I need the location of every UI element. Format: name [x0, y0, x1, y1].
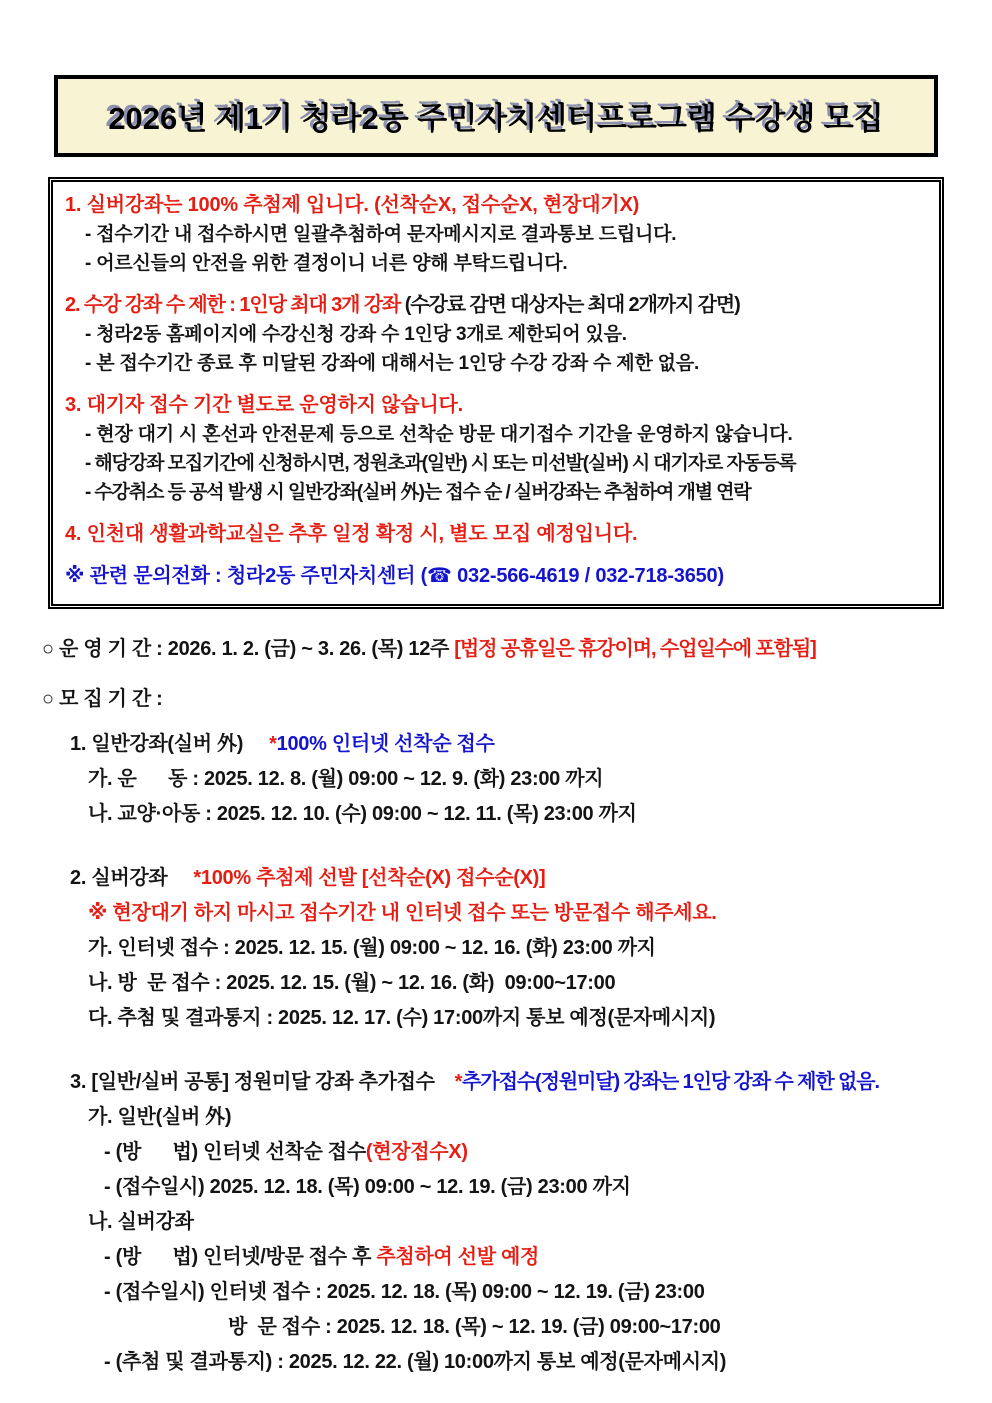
recruit-general-note: 100% 인터넷 선착순 접수	[276, 733, 495, 755]
recruit-general-line2: 나. 교양·아동 : 2025. 12. 10. (수) 09:00 ~ 12. 11. (목) 23:00 까지	[88, 803, 637, 825]
document-title: 2026년 제1기 청라2동 주민자치센터프로그램 수강생 모집	[108, 101, 884, 136]
recruit-silver-line1: 가. 인터넷 접수 : 2025. 12. 15. (월) 09:00 ~ 12. 16. (화) 23:00 까지	[88, 937, 656, 959]
notice-item3-sub3: - 수강취소 등 공석 발생 시 일반강좌(실버 外)는 접수 순 / 실버강좌는 추첨하여 개별 연락	[85, 482, 751, 503]
recruit-extra-silver-result: - (추첨 및 결과통지) : 2025. 12. 22. (월) 10:00까지 통보 예정(문자메시지)	[104, 1351, 727, 1373]
notice-item2-sub1: - 청라2동 홈페이지에 수강신청 강좌 수 1인당 3개로 제한되어 있음.	[85, 324, 627, 345]
notice-item3-sub1: - 현장 대기 시 혼선과 안전문제 등으로 선착순 방문 대기접수 기간을 운영하지 않습니다.	[85, 424, 793, 445]
operation-period-label: ○ 운 영 기 간 : 2026. 1. 2. (금) ~ 3. 26. (목) 12주	[42, 638, 455, 660]
notice-contact-line: ※ 관련 문의전화 : 청라2동 주민자치센터 (☎ 032-566-4619 / 032-718-3650)	[65, 565, 724, 587]
recruit-extra-silver-method-red: 추첨하여 선발 예정	[376, 1246, 540, 1268]
notice-item2-heading	[65, 291, 927, 320]
recruit-extra-silver-date2: 방 문 접수 : 2025. 12. 18. (목) ~ 12. 19. (금) 09:00~17:00	[228, 1316, 721, 1338]
recruit-extra-heading	[42, 1065, 952, 1100]
operation-period-note: [법정 공휴일은 휴강이며, 수업일수에 포함됨]	[454, 638, 816, 660]
title-banner	[54, 75, 938, 157]
notice-item2-sub2: - 본 접수기간 종료 후 미달된 강좌에 대해서는 1인당 수강 강좌 수 제한 없음.	[85, 353, 700, 374]
notice-item1-heading: 1. 실버강좌는 100% 추첨제 입니다. (선착순X, 접수순X, 현장대기X)	[65, 194, 640, 216]
notice-item4-heading: 4. 인천대 생활과학교실은 추후 일정 확정 시, 별도 모집 예정입니다.	[65, 523, 638, 545]
recruit-period-label: ○ 모 집 기 간 :	[42, 688, 163, 710]
notice-item3-heading: 3. 대기자 접수 기간 별도로 운영하지 않습니다.	[65, 394, 463, 416]
operation-period-line	[42, 632, 952, 667]
recruit-general-head: 1. 일반강좌(실버 外)	[70, 733, 244, 755]
recruit-extra-silver-head: 나. 실버강좌	[88, 1211, 194, 1233]
notice-item2-heading-black: (수강료 감면 대상자는 최대 2개까지 감면)	[404, 294, 740, 316]
recruit-extra-silver-date1: - (접수일시) 인터넷 접수 : 2025. 12. 18. (목) 09:00 ~ 12. 19. (금) 23:00	[104, 1281, 705, 1303]
document-body	[40, 632, 952, 1380]
recruit-silver-line2: 나. 방 문 접수 : 2025. 12. 15. (월) ~ 12. 16. (화) 09:00~17:00	[88, 972, 616, 994]
recruit-silver-note: *100% 추첨제 선발 [선착순(X) 접수순(X)]	[193, 867, 546, 889]
recruit-general-heading	[42, 727, 952, 762]
recruit-extra-silver-method	[42, 1240, 952, 1275]
recruit-extra-general-method-red: (현장접수X)	[365, 1141, 468, 1163]
notice-item3-sub2: - 해당강좌 모집기간에 신청하시면, 정원초과(일반) 시 또는 미선발(실버) 시 대기자로 자동등록	[85, 453, 796, 474]
notice-item2-heading-red: 2. 수강 강좌 수 제한 : 1인당 최대 3개 강좌	[65, 294, 405, 316]
recruit-silver-head: 2. 실버강좌	[70, 867, 168, 889]
notice-item1-sub2: - 어르신들의 안전을 위한 결정이니 너른 양해 부탁드립니다.	[85, 253, 568, 274]
recruit-extra-star: *	[454, 1071, 463, 1093]
recruit-extra-general-date: - (접수일시) 2025. 12. 18. (목) 09:00 ~ 12. 19. (금) 23:00 까지	[104, 1176, 631, 1198]
recruit-extra-general-head: 가. 일반(실버 外)	[88, 1106, 232, 1128]
recruit-silver-line3: 다. 추첨 및 결과통지 : 2025. 12. 17. (수) 17:00까지 통보 예정(문자메시지)	[88, 1007, 716, 1029]
recruit-silver-warning: ※ 현장대기 하지 마시고 접수기간 내 인터넷 접수 또는 방문접수 해주세요.	[88, 902, 717, 924]
recruit-silver-heading	[42, 861, 952, 896]
recruit-extra-head: 3. [일반/실버 공통] 정원미달 강좌 추가접수	[70, 1071, 435, 1093]
recruit-extra-note: 추가접수(정원미달) 강좌는 1인당 강좌 수 제한 없음.	[462, 1071, 879, 1093]
recruit-general-star: *	[269, 733, 277, 755]
notice-item1-sub1: - 접수기간 내 접수하시면 일괄추첨하여 문자메시지로 결과통보 드립니다.	[85, 224, 677, 245]
recruit-extra-general-method-black: - (방 법) 인터넷 선착순 접수	[104, 1141, 366, 1163]
recruit-general-line1: 가. 운 동 : 2025. 12. 8. (월) 09:00 ~ 12. 9. (화) 23:00 까지	[88, 768, 604, 790]
notice-box	[48, 177, 944, 609]
recruit-extra-silver-method-black: - (방 법) 인터넷/방문 접수 후	[104, 1246, 377, 1268]
recruit-extra-general-method	[42, 1135, 952, 1170]
